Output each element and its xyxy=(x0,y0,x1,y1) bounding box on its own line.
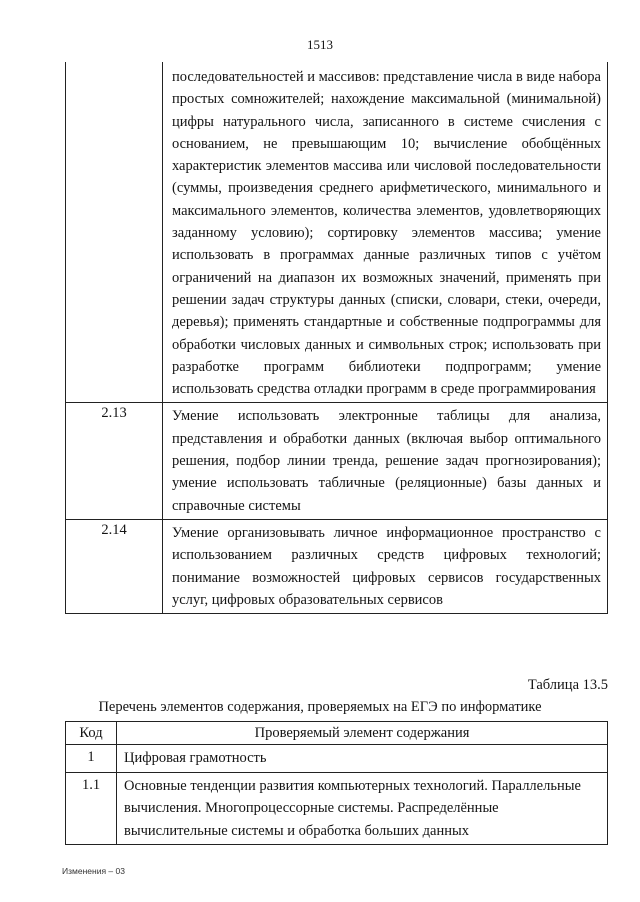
row-text: Основные тенденции развития компьютерных технологий. Параллельные вычисления. Многопроцессорные системы. Распределённые вычислительные системы и обработка больших данных xyxy=(117,772,608,845)
row-text: Умение организовывать личное информационное пространство с использованием различных средств цифровых технологий; понимание возможностей цифровых сервисов государственных услуг, цифровых образовательных сервисов xyxy=(163,519,608,613)
column-header-element: Проверяемый элемент содержания xyxy=(117,722,608,745)
table-row xyxy=(66,403,608,519)
table-caption: Таблица 13.5 xyxy=(527,677,608,693)
row-code: 2.13 xyxy=(66,403,163,519)
table-heading: Перечень элементов содержания, проверяемых на ЕГЭ по информатике xyxy=(98,699,542,715)
row-code xyxy=(66,62,163,403)
table-row xyxy=(66,519,608,613)
row-text: Цифровая грамотность xyxy=(117,745,608,773)
page-number: 1513 xyxy=(307,37,333,52)
row-text: последовательностей и массивов: представление числа в виде набора простых сомножителей; нахождение максимальной (минимальной) цифры натурального числа, записанного в системе счисления с основанием, не превышающим 10; вычисление обобщённых характеристик элементов массива или числовой последовательности (суммы, произведения среднего арифметического, минимального и максимального элементов, количества элементов, удовлетворяющих заданному условию); сортировку элементов массива; умение использовать в программах данные различных типов с учётом ограничений на диапазон их возможных значений, применять при решении задач структуры данных (списки, словари, стеки, очереди, деревья); применять стандартные и собственные подпрограммы для обработки числовых данных и символьных строк; использовать при разработке программ библиотеки подпрограмм; умение использовать средства отладки программ в среде программирования xyxy=(163,62,608,403)
row-code: 2.14 xyxy=(66,519,163,613)
skills-table-continuation xyxy=(65,62,608,614)
row-code: 1.1 xyxy=(66,772,117,845)
column-header-code: Код xyxy=(66,722,117,745)
table-row xyxy=(66,772,608,845)
row-code: 1 xyxy=(66,745,117,773)
footer-note: Изменения – 03 xyxy=(62,866,125,876)
table-row xyxy=(66,62,608,403)
table-row xyxy=(66,745,608,773)
row-text: Умение использовать электронные таблицы для анализа, представления и обработки данных (включая выбор оптимального решения, подбор линии тренда, решение задач прогнозирования); умение использовать табличные (реляционные) базы данных и справочные системы xyxy=(163,403,608,519)
content-elements-table xyxy=(65,721,608,845)
table-header-row xyxy=(66,722,608,745)
